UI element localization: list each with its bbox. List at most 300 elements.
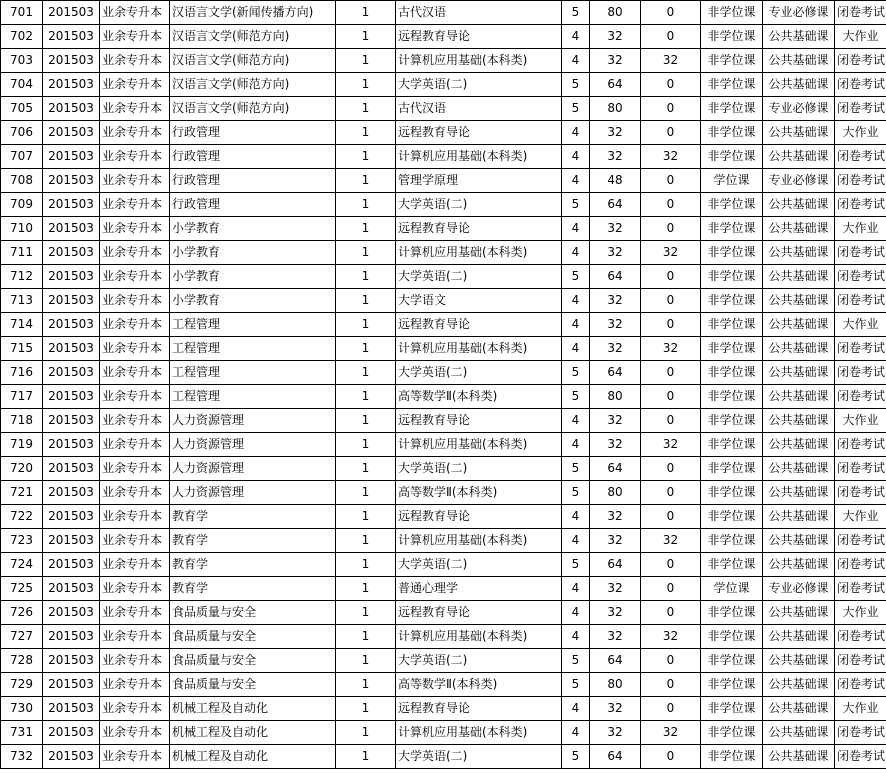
cell-credits: 4 (562, 217, 590, 241)
table-row (1, 601, 886, 625)
cell-credits: 5 (562, 193, 590, 217)
cell-exam-type: 大作业 (835, 601, 886, 625)
cell-course-category: 公共基础课 (763, 385, 835, 409)
table-row (1, 673, 886, 697)
cell-course-name: 计算机应用基础(本科类) (396, 721, 562, 745)
cell-semester: 1 (336, 265, 396, 289)
cell-program-type: 业余专升本 (100, 169, 170, 193)
cell-major: 工程管理 (170, 337, 336, 361)
cell-exam-type: 闭卷考试 (835, 73, 886, 97)
cell-exam-type: 闭卷考试 (835, 721, 886, 745)
cell-course-category: 公共基础课 (763, 289, 835, 313)
cell-program-type: 业余专升本 (100, 673, 170, 697)
cell-program-type: 业余专升本 (100, 313, 170, 337)
cell-hours: 64 (590, 649, 641, 673)
cell-course-category: 公共基础课 (763, 337, 835, 361)
cell-hours: 32 (590, 289, 641, 313)
cell-lab-hours: 32 (641, 337, 701, 361)
cell-program-type: 业余专升本 (100, 433, 170, 457)
cell-term: 201503 (43, 73, 100, 97)
cell-term: 201503 (43, 457, 100, 481)
cell-term: 201503 (43, 289, 100, 313)
cell-major: 机械工程及自动化 (170, 697, 336, 721)
cell-semester: 1 (336, 457, 396, 481)
cell-exam-type: 闭卷考试 (835, 553, 886, 577)
cell-lab-hours: 0 (641, 409, 701, 433)
cell-lab-hours: 0 (641, 697, 701, 721)
cell-course-category: 公共基础课 (763, 553, 835, 577)
cell-lab-hours: 0 (641, 673, 701, 697)
cell-course-category: 公共基础课 (763, 457, 835, 481)
cell-course-name: 远程教育导论 (396, 601, 562, 625)
cell-term: 201503 (43, 361, 100, 385)
cell-lab-hours: 0 (641, 97, 701, 121)
cell-credits: 4 (562, 721, 590, 745)
cell-term: 201503 (43, 193, 100, 217)
cell-program-type: 业余专升本 (100, 193, 170, 217)
cell-course-name: 管理学原理 (396, 169, 562, 193)
cell-hours: 48 (590, 169, 641, 193)
cell-semester: 1 (336, 361, 396, 385)
cell-credits: 4 (562, 121, 590, 145)
cell-course-category: 公共基础课 (763, 49, 835, 73)
cell-hours: 64 (590, 193, 641, 217)
cell-semester: 1 (336, 49, 396, 73)
cell-credits: 4 (562, 625, 590, 649)
cell-index: 701 (1, 1, 43, 25)
cell-course-name: 大学语文 (396, 289, 562, 313)
cell-semester: 1 (336, 385, 396, 409)
cell-course-category: 公共基础课 (763, 505, 835, 529)
cell-semester: 1 (336, 433, 396, 457)
cell-index: 724 (1, 553, 43, 577)
cell-course-name: 大学英语(二) (396, 745, 562, 769)
cell-degree-type: 非学位课 (701, 25, 763, 49)
cell-credits: 4 (562, 169, 590, 193)
cell-course-category: 公共基础课 (763, 241, 835, 265)
cell-course-name: 大学英语(二) (396, 73, 562, 97)
cell-degree-type: 非学位课 (701, 193, 763, 217)
cell-degree-type: 非学位课 (701, 337, 763, 361)
cell-degree-type: 非学位课 (701, 721, 763, 745)
table-row (1, 121, 886, 145)
cell-credits: 5 (562, 97, 590, 121)
cell-exam-type: 闭卷考试 (835, 289, 886, 313)
cell-term: 201503 (43, 97, 100, 121)
cell-index: 707 (1, 145, 43, 169)
cell-lab-hours: 0 (641, 385, 701, 409)
cell-course-name: 大学英语(二) (396, 193, 562, 217)
cell-course-category: 专业必修课 (763, 169, 835, 193)
cell-index: 705 (1, 97, 43, 121)
cell-major: 人力资源管理 (170, 481, 336, 505)
cell-degree-type: 非学位课 (701, 1, 763, 25)
cell-program-type: 业余专升本 (100, 601, 170, 625)
cell-major: 汉语言文学(新闻传播方向) (170, 1, 336, 25)
cell-lab-hours: 0 (641, 169, 701, 193)
cell-exam-type: 闭卷考试 (835, 169, 886, 193)
cell-term: 201503 (43, 649, 100, 673)
cell-program-type: 业余专升本 (100, 241, 170, 265)
cell-credits: 4 (562, 697, 590, 721)
cell-degree-type: 非学位课 (701, 97, 763, 121)
cell-term: 201503 (43, 481, 100, 505)
cell-index: 704 (1, 73, 43, 97)
cell-degree-type: 非学位课 (701, 217, 763, 241)
cell-term: 201503 (43, 217, 100, 241)
cell-lab-hours: 0 (641, 289, 701, 313)
cell-hours: 64 (590, 361, 641, 385)
cell-course-name: 计算机应用基础(本科类) (396, 337, 562, 361)
cell-course-name: 远程教育导论 (396, 25, 562, 49)
cell-lab-hours: 0 (641, 193, 701, 217)
cell-major: 机械工程及自动化 (170, 745, 336, 769)
cell-degree-type: 非学位课 (701, 433, 763, 457)
table-row (1, 553, 886, 577)
cell-exam-type: 闭卷考试 (835, 673, 886, 697)
cell-major: 食品质量与安全 (170, 673, 336, 697)
cell-program-type: 业余专升本 (100, 745, 170, 769)
cell-semester: 1 (336, 481, 396, 505)
cell-course-category: 公共基础课 (763, 721, 835, 745)
cell-index: 712 (1, 265, 43, 289)
table-row (1, 1, 886, 25)
table-row (1, 457, 886, 481)
cell-degree-type: 非学位课 (701, 505, 763, 529)
cell-program-type: 业余专升本 (100, 145, 170, 169)
cell-credits: 5 (562, 385, 590, 409)
cell-program-type: 业余专升本 (100, 697, 170, 721)
table-row (1, 49, 886, 73)
cell-exam-type: 闭卷考试 (835, 457, 886, 481)
cell-hours: 64 (590, 553, 641, 577)
cell-course-name: 计算机应用基础(本科类) (396, 49, 562, 73)
cell-index: 727 (1, 625, 43, 649)
cell-semester: 1 (336, 169, 396, 193)
cell-major: 工程管理 (170, 361, 336, 385)
cell-exam-type: 闭卷考试 (835, 49, 886, 73)
cell-course-category: 公共基础课 (763, 193, 835, 217)
cell-term: 201503 (43, 1, 100, 25)
cell-lab-hours: 0 (641, 73, 701, 97)
cell-credits: 4 (562, 25, 590, 49)
cell-course-name: 远程教育导论 (396, 409, 562, 433)
cell-lab-hours: 0 (641, 265, 701, 289)
cell-semester: 1 (336, 241, 396, 265)
cell-semester: 1 (336, 673, 396, 697)
cell-program-type: 业余专升本 (100, 625, 170, 649)
cell-major: 行政管理 (170, 169, 336, 193)
cell-program-type: 业余专升本 (100, 25, 170, 49)
cell-hours: 32 (590, 625, 641, 649)
cell-course-name: 普通心理学 (396, 577, 562, 601)
cell-course-category: 专业必修课 (763, 1, 835, 25)
cell-degree-type: 非学位课 (701, 121, 763, 145)
cell-program-type: 业余专升本 (100, 505, 170, 529)
cell-semester: 1 (336, 313, 396, 337)
cell-degree-type: 非学位课 (701, 265, 763, 289)
cell-degree-type: 非学位课 (701, 361, 763, 385)
table-row (1, 73, 886, 97)
cell-exam-type: 闭卷考试 (835, 193, 886, 217)
cell-credits: 5 (562, 361, 590, 385)
cell-hours: 64 (590, 73, 641, 97)
cell-term: 201503 (43, 721, 100, 745)
cell-course-category: 公共基础课 (763, 409, 835, 433)
table-row (1, 193, 886, 217)
cell-credits: 5 (562, 73, 590, 97)
cell-degree-type: 非学位课 (701, 73, 763, 97)
cell-credits: 4 (562, 433, 590, 457)
cell-hours: 80 (590, 97, 641, 121)
cell-term: 201503 (43, 49, 100, 73)
cell-hours: 32 (590, 409, 641, 433)
cell-lab-hours: 32 (641, 721, 701, 745)
cell-term: 201503 (43, 673, 100, 697)
cell-semester: 1 (336, 289, 396, 313)
cell-credits: 5 (562, 457, 590, 481)
cell-semester: 1 (336, 553, 396, 577)
cell-index: 708 (1, 169, 43, 193)
cell-course-name: 远程教育导论 (396, 313, 562, 337)
cell-degree-type: 非学位课 (701, 625, 763, 649)
cell-degree-type: 非学位课 (701, 313, 763, 337)
cell-semester: 1 (336, 529, 396, 553)
cell-exam-type: 闭卷考试 (835, 745, 886, 769)
cell-term: 201503 (43, 601, 100, 625)
cell-lab-hours: 0 (641, 577, 701, 601)
cell-term: 201503 (43, 409, 100, 433)
cell-major: 汉语言文学(师范方向) (170, 49, 336, 73)
cell-lab-hours: 0 (641, 601, 701, 625)
cell-major: 人力资源管理 (170, 457, 336, 481)
cell-major: 教育学 (170, 553, 336, 577)
cell-course-category: 公共基础课 (763, 313, 835, 337)
cell-course-name: 古代汉语 (396, 97, 562, 121)
cell-major: 行政管理 (170, 193, 336, 217)
cell-term: 201503 (43, 25, 100, 49)
cell-term: 201503 (43, 529, 100, 553)
cell-major: 机械工程及自动化 (170, 721, 336, 745)
cell-index: 713 (1, 289, 43, 313)
cell-exam-type: 大作业 (835, 25, 886, 49)
cell-hours: 32 (590, 697, 641, 721)
cell-hours: 32 (590, 217, 641, 241)
cell-lab-hours: 32 (641, 145, 701, 169)
cell-program-type: 业余专升本 (100, 217, 170, 241)
cell-lab-hours: 0 (641, 313, 701, 337)
cell-major: 教育学 (170, 529, 336, 553)
table-row (1, 577, 886, 601)
cell-course-name: 远程教育导论 (396, 121, 562, 145)
cell-major: 汉语言文学(师范方向) (170, 25, 336, 49)
cell-lab-hours: 0 (641, 553, 701, 577)
cell-course-name: 计算机应用基础(本科类) (396, 433, 562, 457)
cell-degree-type: 非学位课 (701, 409, 763, 433)
cell-major: 小学教育 (170, 217, 336, 241)
cell-major: 工程管理 (170, 313, 336, 337)
cell-semester: 1 (336, 193, 396, 217)
cell-index: 710 (1, 217, 43, 241)
cell-index: 714 (1, 313, 43, 337)
cell-major: 食品质量与安全 (170, 625, 336, 649)
table-row (1, 409, 886, 433)
cell-hours: 32 (590, 337, 641, 361)
table-row (1, 97, 886, 121)
cell-hours: 32 (590, 25, 641, 49)
table-row (1, 433, 886, 457)
cell-lab-hours: 0 (641, 649, 701, 673)
cell-degree-type: 非学位课 (701, 241, 763, 265)
cell-term: 201503 (43, 241, 100, 265)
cell-course-name: 远程教育导论 (396, 697, 562, 721)
cell-major: 行政管理 (170, 121, 336, 145)
cell-hours: 64 (590, 457, 641, 481)
cell-hours: 80 (590, 385, 641, 409)
cell-credits: 5 (562, 481, 590, 505)
cell-course-name: 高等数学Ⅱ(本科类) (396, 385, 562, 409)
cell-program-type: 业余专升本 (100, 73, 170, 97)
cell-course-name: 大学英语(二) (396, 361, 562, 385)
cell-course-name: 大学英语(二) (396, 649, 562, 673)
cell-credits: 4 (562, 49, 590, 73)
cell-credits: 4 (562, 577, 590, 601)
table-row (1, 361, 886, 385)
cell-credits: 5 (562, 1, 590, 25)
cell-lab-hours: 32 (641, 49, 701, 73)
cell-exam-type: 闭卷考试 (835, 385, 886, 409)
cell-course-name: 大学英语(二) (396, 457, 562, 481)
cell-degree-type: 非学位课 (701, 457, 763, 481)
cell-major: 工程管理 (170, 385, 336, 409)
cell-course-category: 公共基础课 (763, 121, 835, 145)
cell-index: 723 (1, 529, 43, 553)
cell-exam-type: 闭卷考试 (835, 97, 886, 121)
cell-exam-type: 大作业 (835, 121, 886, 145)
cell-course-name: 计算机应用基础(本科类) (396, 145, 562, 169)
cell-index: 719 (1, 433, 43, 457)
cell-course-category: 公共基础课 (763, 481, 835, 505)
cell-semester: 1 (336, 1, 396, 25)
cell-exam-type: 闭卷考试 (835, 625, 886, 649)
cell-major: 行政管理 (170, 145, 336, 169)
cell-course-category: 公共基础课 (763, 673, 835, 697)
cell-term: 201503 (43, 145, 100, 169)
cell-course-name: 远程教育导论 (396, 505, 562, 529)
cell-index: 715 (1, 337, 43, 361)
cell-major: 教育学 (170, 505, 336, 529)
cell-program-type: 业余专升本 (100, 49, 170, 73)
cell-term: 201503 (43, 337, 100, 361)
cell-degree-type: 非学位课 (701, 697, 763, 721)
cell-term: 201503 (43, 553, 100, 577)
cell-semester: 1 (336, 97, 396, 121)
cell-exam-type: 大作业 (835, 313, 886, 337)
cell-degree-type: 非学位课 (701, 385, 763, 409)
cell-program-type: 业余专升本 (100, 121, 170, 145)
cell-hours: 32 (590, 121, 641, 145)
cell-program-type: 业余专升本 (100, 337, 170, 361)
cell-course-category: 公共基础课 (763, 145, 835, 169)
cell-exam-type: 闭卷考试 (835, 241, 886, 265)
cell-degree-type: 非学位课 (701, 745, 763, 769)
cell-course-category: 公共基础课 (763, 361, 835, 385)
cell-index: 729 (1, 673, 43, 697)
cell-term: 201503 (43, 433, 100, 457)
cell-course-name: 古代汉语 (396, 1, 562, 25)
table-row (1, 169, 886, 193)
cell-credits: 4 (562, 145, 590, 169)
cell-degree-type: 非学位课 (701, 481, 763, 505)
cell-hours: 32 (590, 49, 641, 73)
cell-hours: 32 (590, 241, 641, 265)
cell-semester: 1 (336, 145, 396, 169)
cell-semester: 1 (336, 625, 396, 649)
cell-lab-hours: 0 (641, 1, 701, 25)
table-row (1, 529, 886, 553)
cell-course-category: 专业必修课 (763, 97, 835, 121)
cell-index: 716 (1, 361, 43, 385)
cell-program-type: 业余专升本 (100, 553, 170, 577)
cell-program-type: 业余专升本 (100, 361, 170, 385)
cell-lab-hours: 0 (641, 481, 701, 505)
cell-index: 706 (1, 121, 43, 145)
cell-semester: 1 (336, 121, 396, 145)
cell-hours: 80 (590, 673, 641, 697)
cell-lab-hours: 0 (641, 361, 701, 385)
cell-program-type: 业余专升本 (100, 721, 170, 745)
cell-term: 201503 (43, 745, 100, 769)
cell-program-type: 业余专升本 (100, 457, 170, 481)
cell-term: 201503 (43, 625, 100, 649)
cell-course-category: 公共基础课 (763, 649, 835, 673)
cell-program-type: 业余专升本 (100, 265, 170, 289)
cell-index: 732 (1, 745, 43, 769)
cell-course-category: 公共基础课 (763, 433, 835, 457)
cell-term: 201503 (43, 169, 100, 193)
cell-hours: 32 (590, 577, 641, 601)
cell-program-type: 业余专升本 (100, 385, 170, 409)
cell-lab-hours: 32 (641, 241, 701, 265)
cell-course-category: 公共基础课 (763, 745, 835, 769)
table-row (1, 385, 886, 409)
cell-credits: 4 (562, 313, 590, 337)
cell-semester: 1 (336, 601, 396, 625)
cell-exam-type: 大作业 (835, 217, 886, 241)
cell-index: 703 (1, 49, 43, 73)
cell-major: 人力资源管理 (170, 433, 336, 457)
table-row (1, 625, 886, 649)
cell-program-type: 业余专升本 (100, 577, 170, 601)
cell-course-category: 公共基础课 (763, 265, 835, 289)
cell-credits: 4 (562, 529, 590, 553)
cell-index: 711 (1, 241, 43, 265)
cell-course-name: 计算机应用基础(本科类) (396, 241, 562, 265)
cell-semester: 1 (336, 409, 396, 433)
cell-index: 718 (1, 409, 43, 433)
cell-degree-type: 非学位课 (701, 145, 763, 169)
table-row (1, 649, 886, 673)
cell-index: 728 (1, 649, 43, 673)
cell-lab-hours: 0 (641, 457, 701, 481)
cell-term: 201503 (43, 313, 100, 337)
cell-course-category: 公共基础课 (763, 73, 835, 97)
cell-course-name: 高等数学Ⅱ(本科类) (396, 481, 562, 505)
table-row (1, 145, 886, 169)
cell-exam-type: 大作业 (835, 409, 886, 433)
cell-major: 人力资源管理 (170, 409, 336, 433)
cell-major: 教育学 (170, 577, 336, 601)
